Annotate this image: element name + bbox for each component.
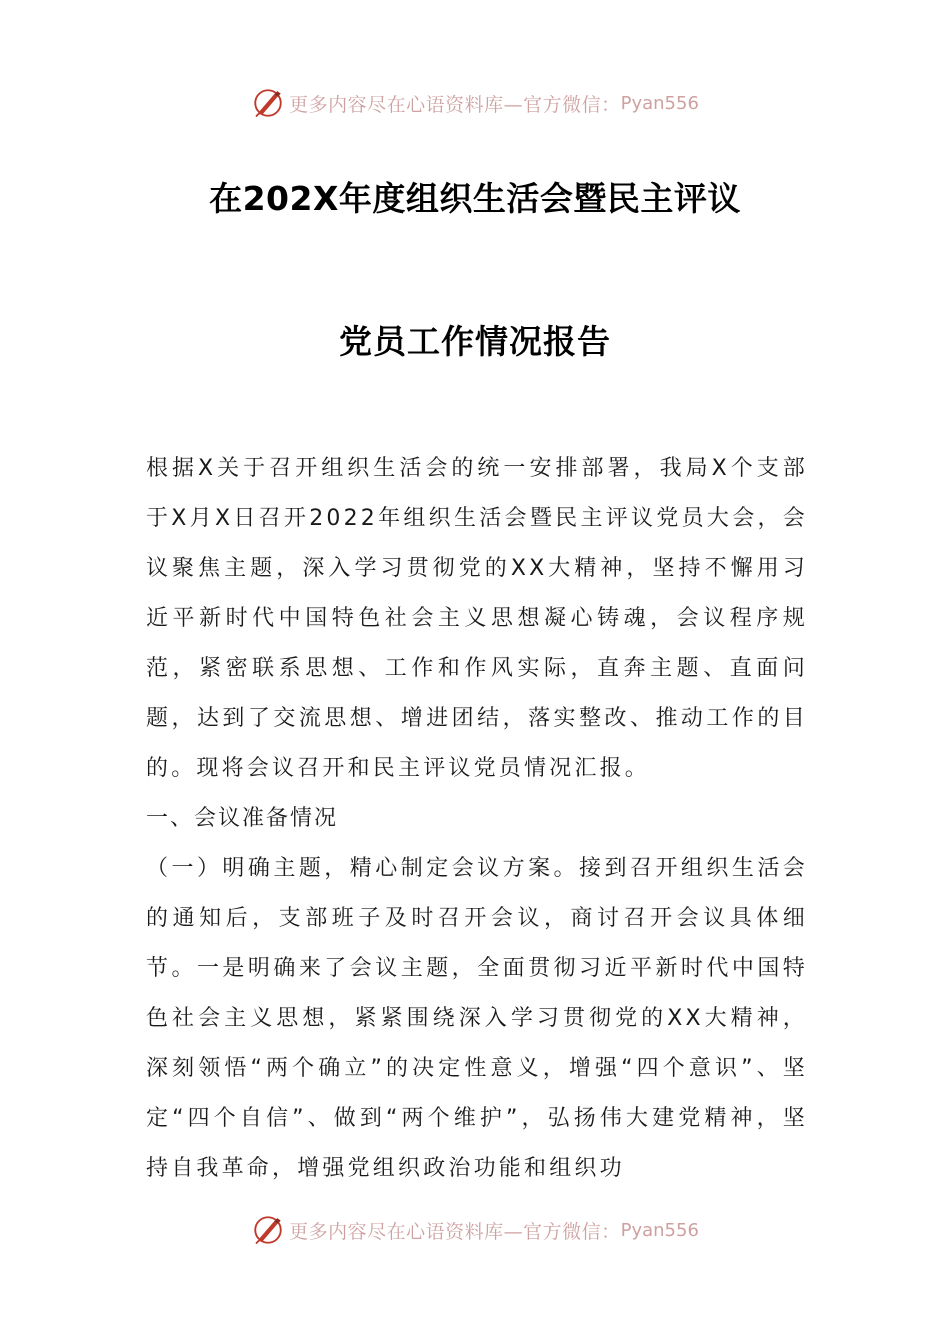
pen-logo-icon <box>251 1213 285 1247</box>
document-body <box>146 444 808 1194</box>
header-banner <box>0 83 950 123</box>
document-title-line-2: 党员工作情况报告 <box>339 322 611 361</box>
footer-banner <box>0 1210 950 1250</box>
document-title-line-1: 在202X年度组织生活会暨民主评议 <box>209 179 741 218</box>
paragraph: 根据X关于召开组织生活会的统一安排部署，我局X个支部于X月X日召开2022年组织生活会暨民主评议党员大会，会议聚焦主题，深入学习贯彻党的XX大精神，坚持不懈用习近平新时代中国特色社会主义思想凝心铸魂，会议程序规范，紧密联系思想、工作和作风实际，直奔主题、直面问题，达到了交流思想、增进团结，落实整改、推动工作的目的。现将会议召开和民主评议党员情况汇报。 <box>146 456 808 781</box>
banner-wechat-handle: Pyan556 <box>620 92 699 114</box>
banner-wechat-handle: Pyan556 <box>620 1219 699 1241</box>
section-heading: 一、会议准备情况 <box>146 806 339 831</box>
pen-logo-icon <box>251 86 285 120</box>
banner-text: 更多内容尽在心语资料库—官方微信： <box>289 93 621 116</box>
paragraph: （一）明确主题，精心制定会议方案。接到召开组织生活会的通知后，支部班子及时召开会议，商讨召开会议具体细节。一是明确来了会议主题，全面贯彻习近平新时代中国特色社会主义思想，紧紧围绕深入学习贯彻党的XX大精神，深刻领悟“两个确立”的决定性意义，增强“四个意识”、坚定“四个自信”、做到“两个维护”，弘扬伟大建党精神，坚持自我革命，增强党组织政治功能和组织功 <box>146 856 808 1181</box>
banner-text: 更多内容尽在心语资料库—官方微信： <box>289 1220 621 1243</box>
